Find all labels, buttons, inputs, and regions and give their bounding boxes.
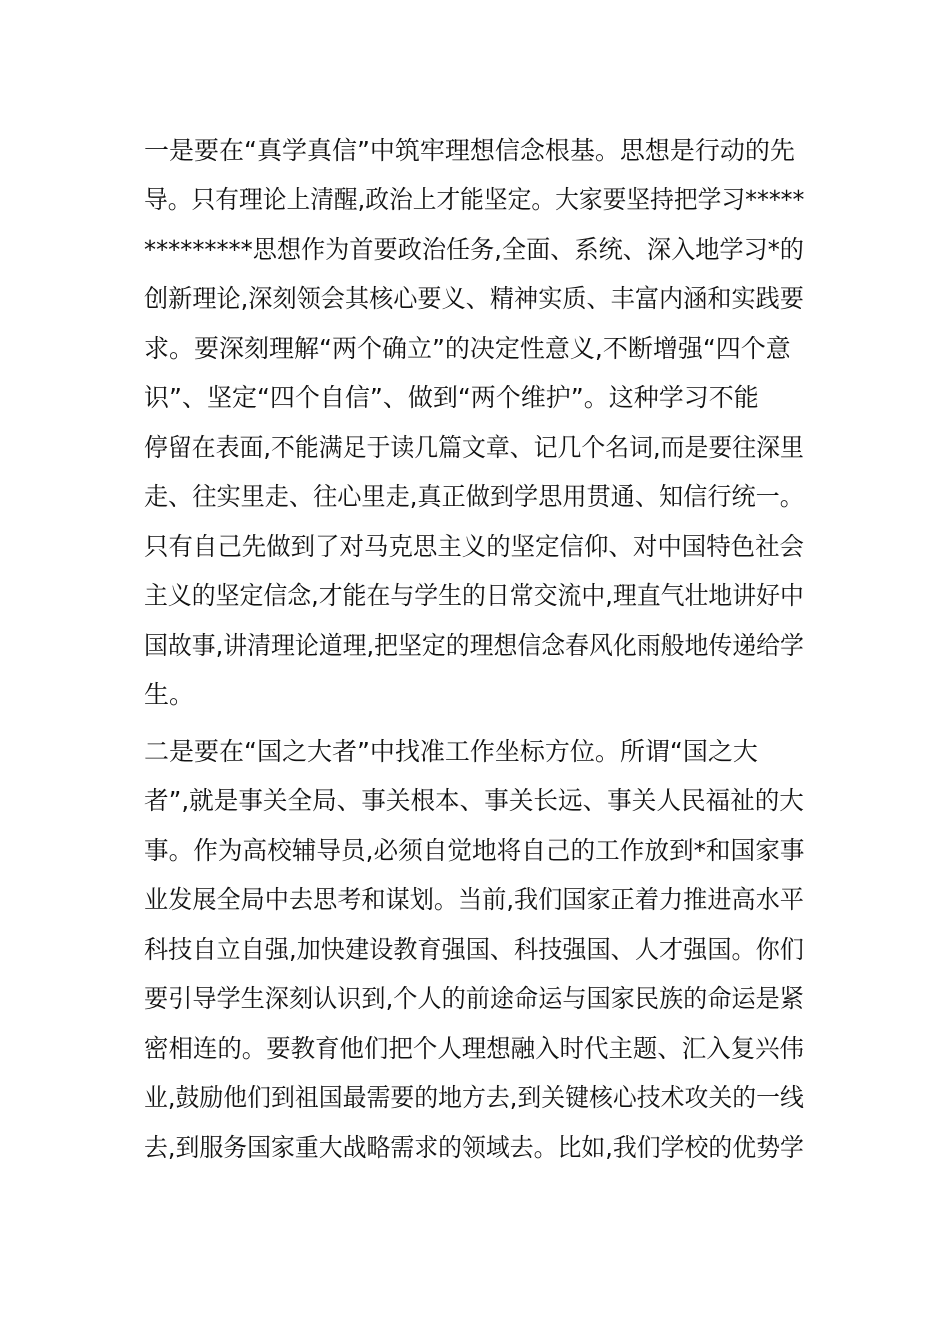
text-line: 二是要在“国之大者”中找准工作坐标方位。所谓“国之大 (144, 737, 758, 766)
text-line: 科技自立自强,加快建设教育强国、科技强国、人才强国。你们 (144, 935, 804, 964)
text-line: 者”,就是事关全局、事关根本、事关长远、事关人民福祉的大 (144, 786, 804, 815)
text-line: 去,到服务国家重大战略需求的领域去。比如,我们学校的优势学 (144, 1133, 804, 1162)
text-line: 停留在表面,不能满足于读几篇文章、记几个名词,而是要往深里 (144, 433, 804, 462)
text-line: 密相连的。要教育他们把个人理想融入时代主题、汇入复兴伟 (144, 1034, 805, 1063)
text-line: 只有自己先做到了对马克思主义的坚定信仰、对中国特色社会 (144, 532, 805, 561)
text-line: 主义的坚定信念,才能在与学生的日常交流中,理直气壮地讲好中 (144, 581, 804, 610)
text-line: 业,鼓励他们到祖国最需要的地方去,到关键核心技术攻关的一线 (144, 1083, 804, 1112)
text-line: 业发展全局中去思考和谋划。当前,我们国家正着力推进高水平 (144, 885, 804, 914)
text-line: 事。作为高校辅导员,必须自觉地将自己的工作放到*和国家事 (144, 836, 805, 865)
text-line: *********思想作为首要政治任务,全面、系统、深入地学习*的 (144, 235, 804, 264)
text-line: 国故事,讲清理论道理,把坚定的理想信念春风化雨般地传递给学 (144, 631, 804, 660)
text-line: 求。要深刻理解“两个确立”的决定性意义,不断增强“四个意 (144, 334, 791, 363)
text-line: 走、往实里走、往心里走,真正做到学思用贯通、知信行统一。 (144, 482, 804, 511)
text-line: 生。 (144, 680, 195, 709)
text-line: 创新理论,深刻领会其核心要义、精神实质、丰富内涵和实践要 (144, 284, 804, 313)
text-line: 识”、坚定“四个自信”、做到“两个维护”。这种学习不能 (144, 383, 759, 412)
text-line: 一是要在“真学真信”中筑牢理想信念根基。思想是行动的先 (144, 136, 795, 165)
text-line: 导。只有理论上清醒,政治上才能坚定。大家要坚持把学习***** (144, 185, 805, 214)
text-line: 要引导学生深刻认识到,个人的前途命运与国家民族的命运是紧 (144, 984, 804, 1013)
